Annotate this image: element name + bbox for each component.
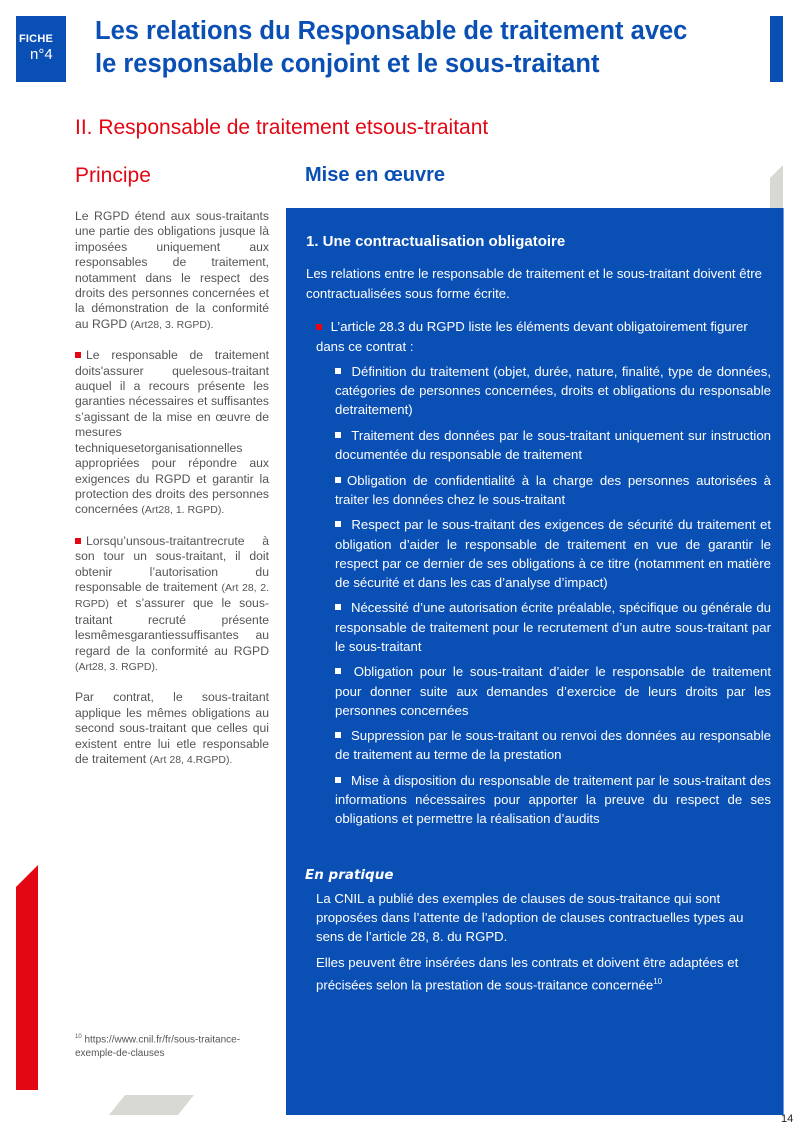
list-item-text: Définition du traitement (objet, durée, nature, finalité, type de données, catégories de personnes concernées, droits et obligations du responsable detraitement) [335, 364, 771, 418]
decorative-bar [770, 16, 783, 82]
article-ref: (Art28, 3. RGPD). [130, 318, 214, 331]
list-item [335, 726, 771, 764]
white-bullet-icon [335, 604, 341, 610]
list-item-text: Obligation de confidentialité à la charge des personnes autorisées à traiter les données chez le sous-traitant [335, 472, 771, 507]
paragraph-text: Lorsqu’unsous-traitantrecrute à son tour un sous-traitant, il doit obtenir l’autorisation du responsable de traitement [75, 533, 269, 594]
list-item [335, 426, 771, 464]
article-ref: (Art28, 1. RGPD). [141, 504, 225, 517]
article-ref: (Art 28, 2. RGPD) [75, 581, 269, 611]
white-bullet-icon [335, 477, 341, 483]
paragraph-text: Le responsable de traitement doits'assurer quelesous-traitant auquel il a recours présente les garanties nécessaires et suffisantes s’agissant de la mise en œuvre de mesures techniquesetorganisationnelles appropriées pour répondre aux exigences du RGPD et garantir la protection des droits des personnes concernées [75, 348, 269, 517]
contract-elements-list [335, 362, 771, 835]
white-bullet-icon [335, 368, 341, 374]
decorative-gray-tab [770, 165, 783, 208]
en-pratique-title: En pratique [305, 867, 394, 883]
list-item [335, 471, 771, 509]
en-pratique-text [316, 889, 774, 1000]
box-subheading: 1. Une contractualisation obligatoire [306, 233, 566, 250]
list-item [335, 362, 771, 420]
white-bullet-icon [335, 432, 341, 438]
red-bullet-icon [75, 538, 81, 544]
principe-paragraph [75, 348, 269, 518]
article-ref: (Art 28, 4.RGPD). [149, 754, 233, 766]
article-intro [316, 317, 776, 357]
principe-paragraph [75, 534, 269, 676]
mise-en-oeuvre-heading: Mise en œuvre [305, 164, 446, 186]
white-bullet-icon [335, 521, 341, 527]
fiche-label: FICHE [19, 33, 53, 45]
decorative-gray-shape [109, 1095, 194, 1115]
red-bullet-icon [75, 352, 81, 358]
list-item-text: Obligation pour le sous-traitant d’aider le responsable de traitement pour donner suite aux demandes d’exercice de leurs droits par les personnes concernées [335, 664, 772, 718]
decorative-red-stripe [16, 865, 38, 1090]
article-intro-text: L’article 28.3 du RGPD liste les éléments devant obligatoirement figurer dans ce contrat : [316, 319, 748, 354]
section-title: II. Responsable de traitement etsous-traitant [75, 116, 489, 139]
article-ref: (Art28, 3. RGPD). [75, 660, 158, 673]
fiche-badge [16, 16, 66, 82]
list-item-text: Suppression par le sous-traitant ou renvoi des données au responsable de traitement au terme de la prestation [335, 728, 771, 763]
list-item [335, 598, 771, 656]
footnote-link[interactable]: https://www.cnil.fr/fr/sous-traitance-exemple-de-clauses [75, 1034, 241, 1060]
page-title [95, 15, 755, 81]
paragraph-text: Par contrat, le sous-traitant applique les mêmes obligations au second sous-traitant que celles qui existent entre lui etle responsable de traitement [75, 690, 269, 766]
list-item-text: Mise à disposition du responsable de traitement par le sous-traitant des informations nécessaires pour apporter la preuve du respect de ses obligations et permettre la réalisation d’audits [335, 772, 771, 827]
principe-heading: Principe [75, 164, 151, 187]
white-bullet-icon [335, 732, 341, 738]
title-line-1: Les relations du Responsable de traitement avec [95, 17, 688, 45]
fiche-number: n°4 [30, 46, 53, 63]
footnote-ref[interactable]: 10 [653, 976, 663, 986]
en-pratique-paragraph: La CNIL a publié des exemples de clauses de sous-traitance qui sont proposées dans l’attente de l’adoption de clauses contractuelles types au sens de l’article 28, 8. du RGPD. [316, 891, 744, 945]
list-item-text: Traitement des données par le sous-traitant uniquement sur instruction documentée du responsable de traitement [335, 427, 771, 463]
footnote-number: 10 [75, 1034, 82, 1040]
en-pratique-paragraph [316, 953, 774, 995]
list-item [335, 515, 771, 592]
white-bullet-icon [335, 668, 341, 674]
page-number: 14 [781, 1113, 794, 1125]
principe-column [75, 209, 269, 783]
box-intro: Les relations entre le responsable de traitement et le sous-traitant doivent être contractualisées sous forme écrite. [306, 266, 762, 301]
white-bullet-icon [335, 777, 341, 783]
list-item [335, 771, 771, 829]
red-bullet-icon [316, 324, 322, 330]
paragraph-text: Elles peuvent être insérées dans les contrats et doivent être adaptées et précisées selon la prestation de sous-traitance concernée [316, 954, 739, 993]
list-item-text: Nécessité d’une autorisation écrite préalable, spécifique ou générale du responsable de traitement pour le recrutement d’un autre sous-traitant par le sous-traitant [335, 600, 771, 654]
footnote [75, 1030, 275, 1061]
principe-paragraph [75, 690, 269, 768]
paragraph-text: Le RGPD étend aux sous-traitants une partie des obligations jusque là imposées uniquement aux responsables de traitement, notamment dans le respect des droits des personnes concernées et la démonstration de la conformité au RGPD [75, 209, 269, 331]
list-item [335, 662, 771, 720]
principe-paragraph [75, 209, 269, 333]
mise-en-oeuvre-box [286, 208, 784, 1115]
list-item-text: Respect par le sous-traitant des exigences de sécurité du traitement et obligation d’aider le responsable de traitement en vue de garantir le respect par ce dernier de ses obligations à ce titre (notamment en matière de sécurité et dans les cas d’analyse d’impact) [335, 517, 771, 590]
paragraph-text: et s’assurer que le sous-traitant recruté présente lesmêmesgarantiessuffisantes au regard de la conformité au RGPD [75, 596, 269, 658]
title-line-2: le responsable conjoint et le sous-traitant [95, 50, 600, 78]
